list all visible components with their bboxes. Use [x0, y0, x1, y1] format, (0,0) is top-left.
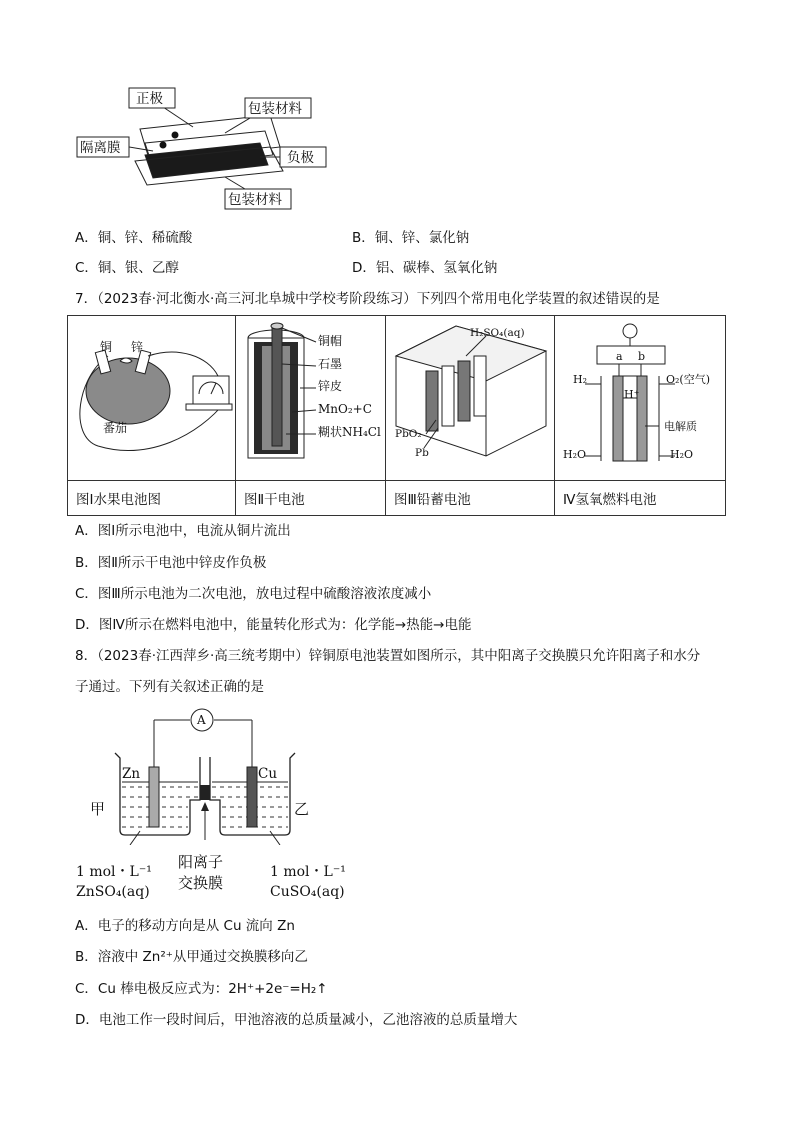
membrane-label-2: 交换膜: [178, 874, 224, 892]
fig3-caption: 图Ⅲ铅蓄电池: [386, 481, 555, 516]
fig4-label-a: a: [616, 350, 623, 363]
fig2-label-shimo: 石墨: [318, 357, 343, 371]
fig3-label-h2so4: H₂SO₄(aq): [470, 327, 525, 339]
fig4-caption: Ⅳ氢氧燃料电池: [555, 481, 726, 516]
fig1-cell: [68, 316, 236, 481]
cell-yi-label: 乙: [294, 800, 310, 818]
fig2-label-xinpi: 锌皮: [318, 379, 343, 393]
fruit-battery-drawing: [68, 316, 234, 471]
conc-left-label: 1 mol・L⁻¹: [76, 864, 152, 880]
fig2-label-hu: 糊状NH₄Cl: [318, 425, 381, 439]
q6-option-b: B．铜、锌、氯化钠: [352, 230, 470, 246]
sol-right-label: CuSO₄(aq): [270, 884, 345, 900]
electrode-cu-label: Cu: [258, 766, 278, 782]
label-gelimo: 隔离膜: [80, 140, 121, 156]
fig1-label-fanqie: 番茄: [103, 421, 128, 435]
ammeter-label: A: [197, 713, 206, 727]
fig1-caption: 图Ⅰ水果电池图: [68, 481, 236, 516]
q8-option-c: C．Cu 棒电极反应式为：2H⁺+2e⁻=H₂↑: [75, 981, 328, 997]
sol-left-label: ZnSO₄(aq): [76, 884, 150, 900]
label-fuji: 负极: [287, 150, 314, 166]
cell-jia-label: 甲: [90, 800, 106, 818]
fig3-label-pb: Pb: [415, 447, 429, 459]
fig4-label-h2o-left: H₂O: [563, 448, 587, 461]
q8-stem-line1: 8．（2023春·江西萍乡·高三统考期中）锌铜原电池装置如图所示，其中阳离子交换膜只允许阳离子和水分: [75, 648, 701, 664]
fig2-caption: 图Ⅱ干电池: [236, 481, 386, 516]
q6-option-c: C．铜、银、乙醇: [75, 260, 179, 276]
q6-option-a: A．铜、锌、稀硫酸: [75, 230, 193, 246]
q7-option-c: C．图Ⅲ所示电池为二次电池，放电过程中硫酸溶液浓度减小: [75, 586, 432, 602]
label-zhengji: 正极: [136, 91, 163, 107]
fig4-label-b: b: [638, 350, 646, 363]
q6-option-d: D．铝、碳棒、氢氧化钠: [352, 260, 498, 276]
fig1-label-xin: 锌: [131, 340, 144, 354]
fig4-label-hplus: H⁺: [624, 388, 640, 401]
electrode-zn-label: Zn: [122, 766, 141, 782]
fig4-label-o2: O₂(空气): [666, 373, 711, 386]
q8-option-a: A．电子的移动方向是从 Cu 流向 Zn: [75, 918, 295, 934]
q7-option-d: D．图Ⅳ所示在燃料电池中，能量转化形式为：化学能→热能→电能: [75, 617, 472, 633]
conc-right-label: 1 mol・L⁻¹: [270, 864, 346, 880]
fig2-cell: [236, 316, 386, 481]
q8-stem-line2: 子通过。下列有关叙述正确的是: [75, 679, 264, 695]
fig1-label-tong: 铜: [100, 340, 113, 354]
fig3-label-pbo2: PbO₂: [395, 428, 422, 440]
fig4-label-h2o-right: H₂O: [670, 448, 694, 461]
fig2-label-tongmao: 铜帽: [318, 334, 343, 348]
q7-option-a: A．图Ⅰ所示电池中，电流从铜片流出: [75, 523, 291, 539]
fig4-label-dianjiezhi: 电解质: [664, 420, 697, 433]
q7-stem: 7．（2023春·河北衡水·高三河北阜城中学校考阶段练习）下列四个常用电化学装置的叙述错误的是: [75, 291, 660, 307]
fig4-label-h2: H₂: [573, 373, 588, 386]
label-baozhuang-bottom: 包装材料: [228, 192, 282, 208]
membrane-label-1: 阳离子: [178, 853, 224, 871]
q8-option-d: D．电池工作一段时间后，甲池溶液的总质量减小，乙池溶液的总质量增大: [75, 1012, 518, 1028]
q8-option-b: B．溶液中 Zn²⁺从甲通过交换膜移向乙: [75, 949, 308, 965]
dry-cell-drawing: [236, 316, 384, 471]
label-baozhuang-top: 包装材料: [248, 101, 302, 117]
fig2-label-mno2: MnO₂+C: [318, 402, 372, 416]
q7-figure-table: [67, 315, 726, 516]
q7-option-b: B．图Ⅱ所示干电池中锌皮作负极: [75, 555, 267, 571]
